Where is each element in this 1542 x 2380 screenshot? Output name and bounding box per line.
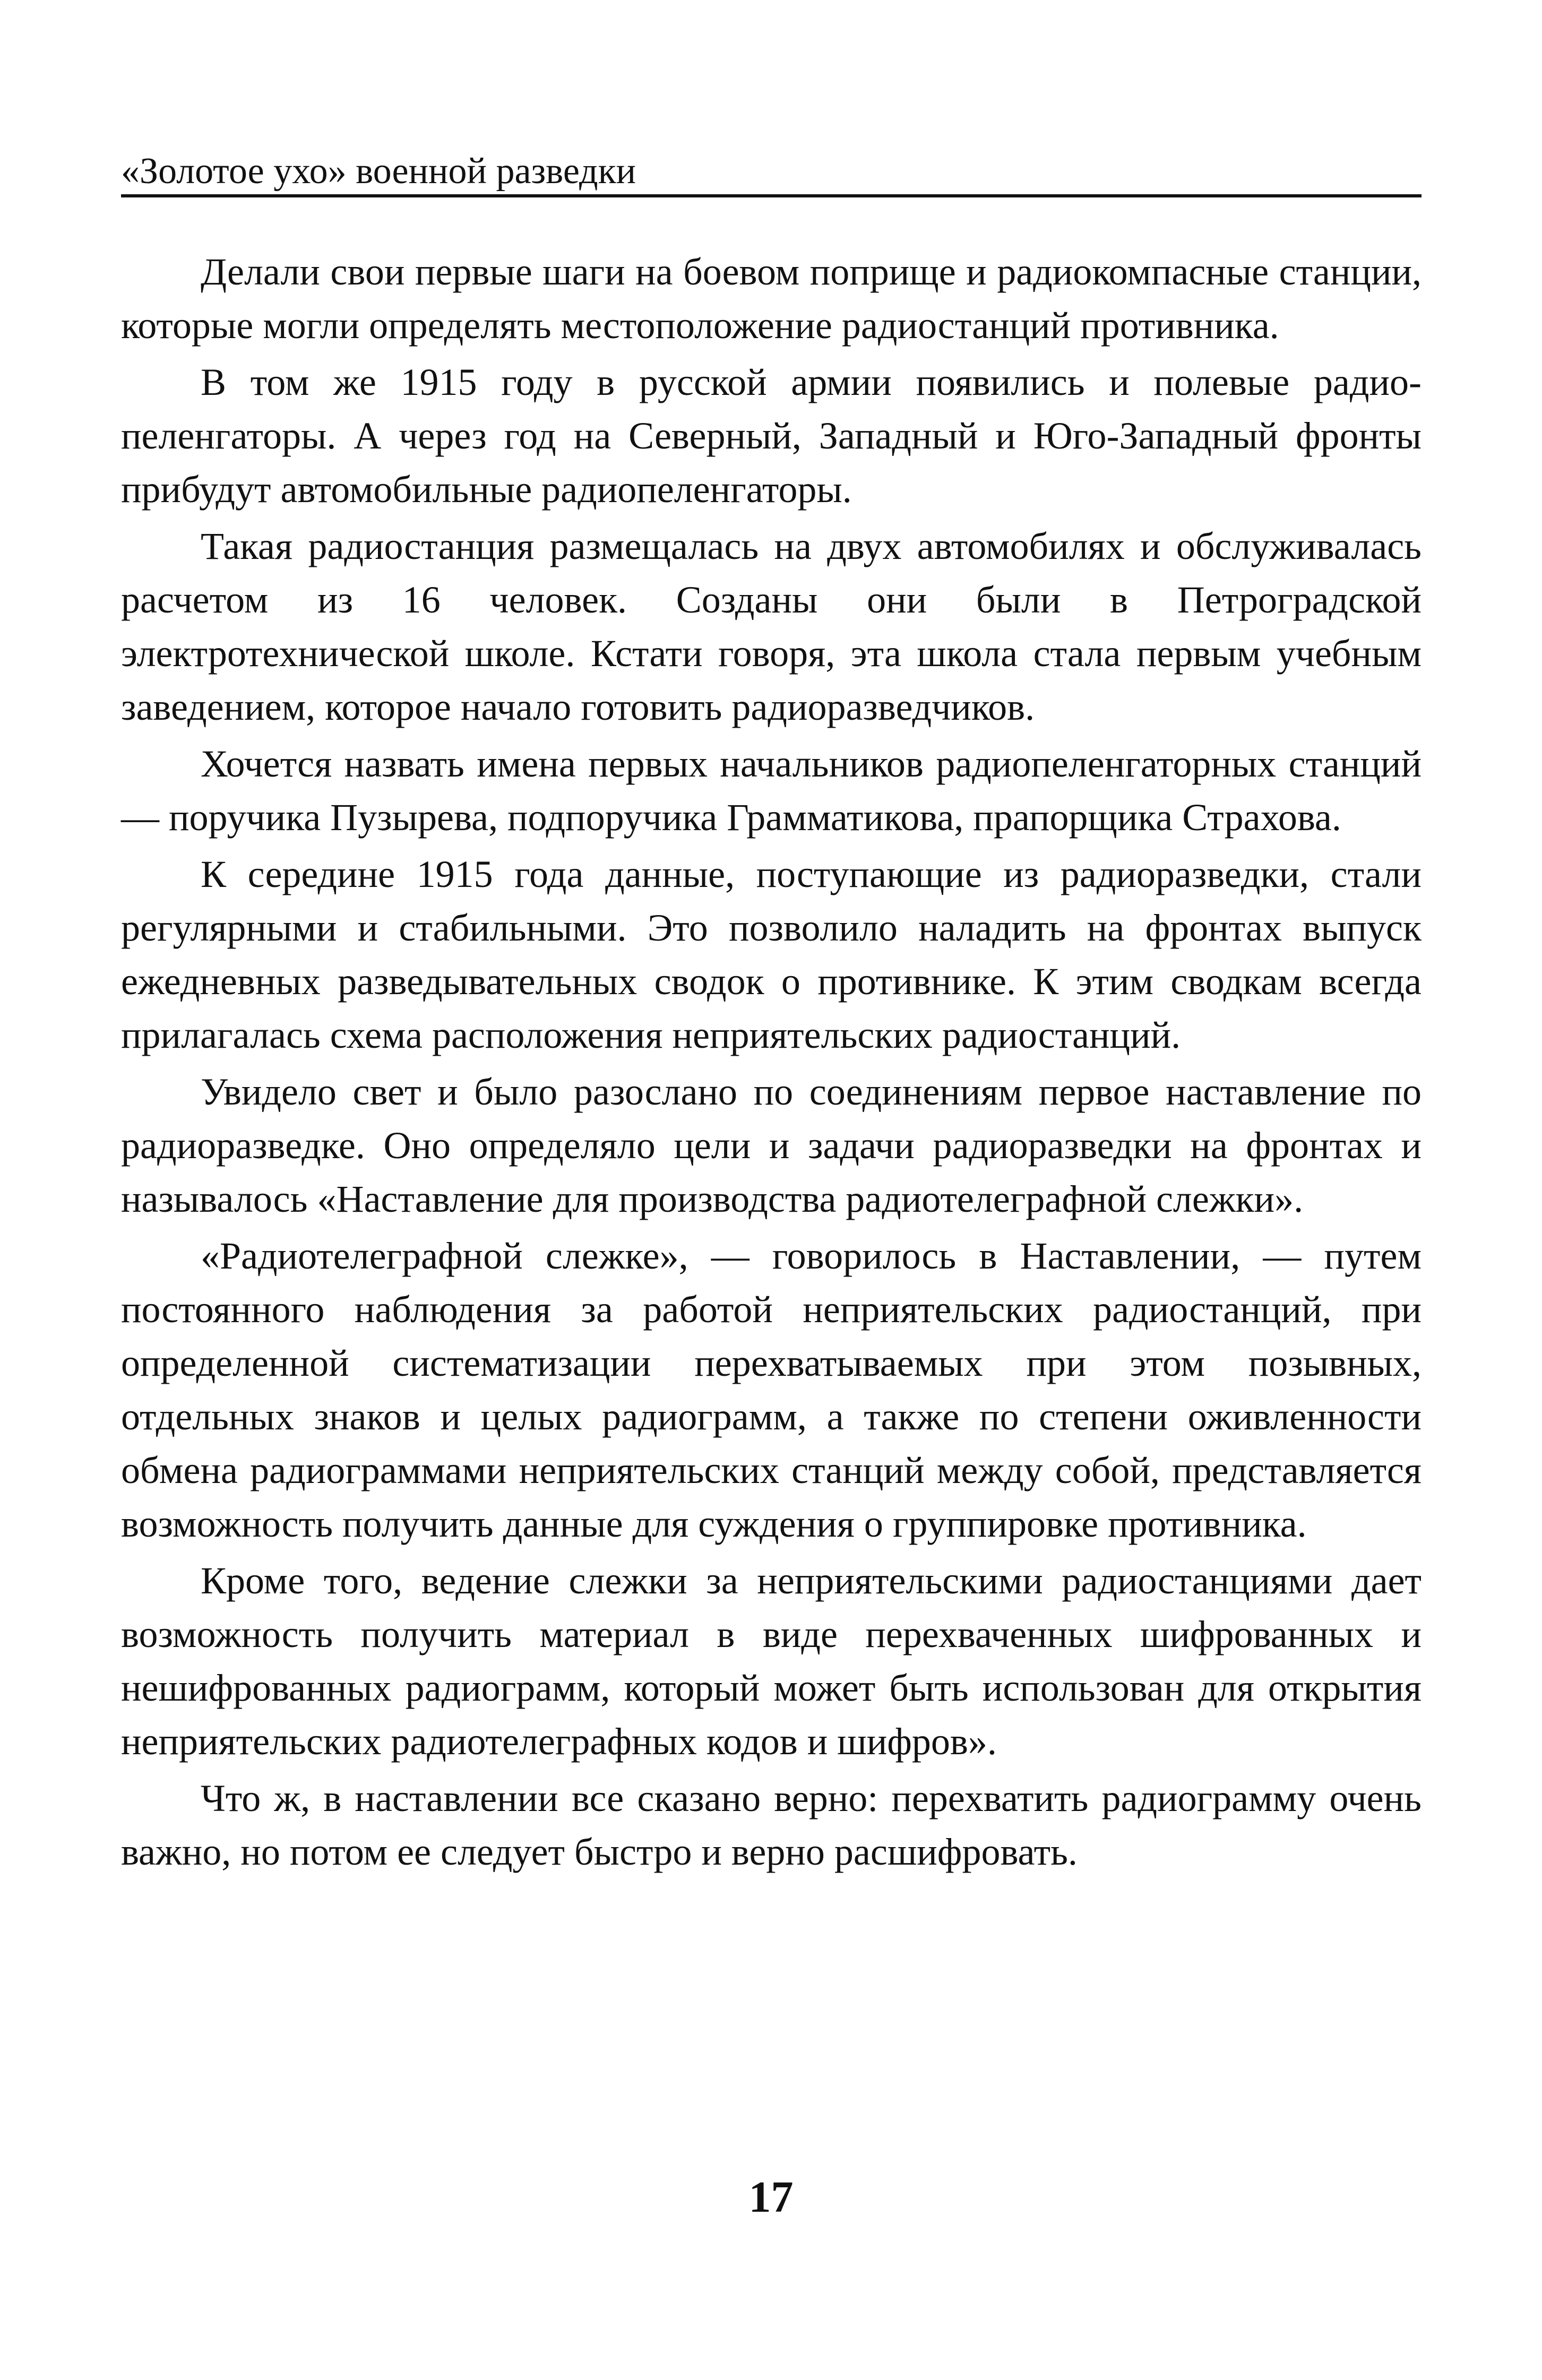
running-header — [121, 139, 1422, 197]
paragraph: К середине 1915 года данные, поступающие из радиоразведки, стали регулярными и стабильными. Это позволило наладить на фронтах выпуск ежедневных разведывательных сводок о противнике. К этим сводкам всегда прилагалась схема расположения неприятельских радиостанций. — [121, 853, 1422, 1056]
paragraph: В том же 1915 году в русской армии появились и полевые радиопеленгаторы. А через год на Северный, Западный и Юго-Западный фронты прибудут автомобильные радиопеленгаторы. — [121, 361, 1422, 511]
page-number: 17 — [748, 2172, 794, 2222]
paragraph: «Радиотелеграфной слежке», — говорилось в Наставлении, — путем постоянного наблюдения за работой неприятельских радиостанций, при определенной систематизации перехватываемых при этом позывных, отдельных знаков и целых радиограмм, а также по степени оживленности обмена радиограммами неприятельских станций между собой, представляется возможность получить данные для суждения о группировке противника. — [121, 1235, 1422, 1545]
header-rule — [121, 194, 1422, 197]
running-title: «Золотое ухо» военной разведки — [121, 151, 636, 192]
paragraph: Хочется назвать имена первых начальников радиопеленгаторных станций — поручика Пузырева, подпоручика Грамматикова, прапорщика Страхова. — [121, 743, 1422, 839]
paragraph: Что ж, в наставлении все сказано верно: перехватить радиограмму очень важно, но потом ее следует быстро и верно расшифровать. — [121, 1777, 1422, 1873]
body-text — [121, 245, 1422, 1882]
paragraph: Такая радиостанция размещалась на двух автомобилях и обслуживалась расчетом из 16 человек. Созданы они были в Петроградской электротехнической школе. Кстати говоря, эта школа стала первым учебным заведением, которое начало готовить радиоразведчиков. — [121, 525, 1422, 728]
paragraph: Увидело свет и было разослано по соединениям первое наставление по радиоразведке. Оно определяло цели и задачи радиоразведки на фронтах и называлось «Наставление для производства радиотелеграфной слежки». — [121, 1071, 1422, 1220]
paragraph: Кроме того, ведение слежки за неприятельскими радиостанциями дает возможность получить материал в виде перехваченных шифрованных и нешифрованных радиограмм, который может быть использован для открытия неприятельских радиотелеграфных кодов и шифров». — [121, 1559, 1422, 1763]
paragraph: Делали свои первые шаги на боевом поприще и радиокомпасные станции, которые могли определять местоположение радиостанций противника. — [121, 251, 1422, 347]
